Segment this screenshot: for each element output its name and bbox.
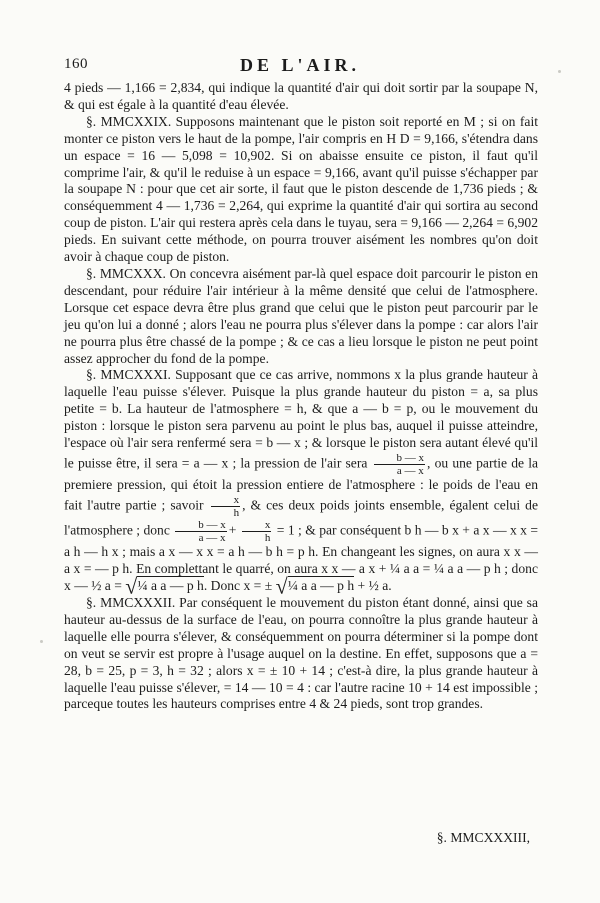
- fraction-denominator: a — x: [396, 464, 424, 477]
- fraction-numerator: b — x: [374, 452, 426, 465]
- fraction-water-weight: [211, 494, 241, 519]
- fraction-denominator: h: [264, 531, 271, 544]
- page-number: 160: [64, 56, 88, 72]
- plus-sign: +: [228, 522, 237, 538]
- paragraph-2131-text-c: , & ces deux poids joints ensemble, égalent celui de l'atmosphere ; donc: [64, 497, 538, 538]
- paragraph-2129: §. MMCXXIX. Supposons maintenant que le piston soit reporté en M ; si on fait monter ce piston vers le haut de la pompe, l'air compris en H D = 9,166, s'étendra dans un espace = 16 — 5,098 = 10,902. Si on abaisse ensuite ce piston, il faut qu'il comprime l'air, & qu'il le reduise à un espace = 9,166, avant qu'il puisse s'échapper par la soupape N : pour que cet air sorte, il faut que le piston descende de 1,736 pieds ; & conséquemment 4 — 1,736 = 2,264, qui exprime la quantité d'air qui sortira au second coup de piston. L'air qui restera après cela dans le tuyau, sera = 9,166 — 2,264 = 6,902 pieds. En suivant cette méthode, on pourra trouver aisément les nombres qu'on doit avoir à chaque coup de piston.: [64, 113, 538, 265]
- ink-speck: [558, 70, 561, 73]
- square-root-icon: √: [125, 573, 138, 599]
- ink-speck: [40, 640, 43, 643]
- paragraph-continuation: 4 pieds — 1,166 = 2,834, qui indique la quantité d'air qui doit sortir par la soupape N, & qui est égale à la quantité d'eau élevée.: [64, 80, 538, 112]
- radicand: ¼ a a — p h: [287, 577, 355, 593]
- paragraph-2131: [64, 367, 539, 599]
- paragraph-2132: §. MMCXXXII. Par conséquent le mouvement du piston étant donné, ainsi que sa hauteur au-dessus de la surface de l'eau, on pourra connoître la plus grande hauteur à laquelle elle pourra s'élever, & conséquemment on pourra déterminer si la pompe dont on veut se servir est propre à l'usage auquel on la destine. En effet, supposons que a = 28, b = 25, p = 3, h = 32 ; alors x = ± 10 + 14 ; c'est-à dire, la plus grande hauteur à laquelle l'eau puisse s'élever, = 14 — 10 = 4 : car l'autre racine 10 + 14 est impossible ; parceque toutes les hauteurs comprises entre 4 & 24 pieds, sont trop grandes.: [64, 594, 538, 712]
- paragraph-2131-text-f: ¼ a a = ¼ a a — p h ; donc x — ½ a =: [64, 560, 538, 593]
- catchword: §. MMCXXXIII,: [436, 830, 530, 845]
- paragraph-2131-text-h: + ½ a.: [357, 577, 392, 593]
- radicand: ¼ a a — p h: [137, 577, 204, 593]
- fraction-numerator: x: [242, 519, 272, 532]
- page-body: [64, 80, 538, 713]
- fraction-numerator: b — x: [175, 519, 227, 532]
- square-root-icon: √: [275, 573, 288, 599]
- fraction-pressure: [374, 452, 426, 477]
- paragraph-2131-text-a: §. MMCXXXI. Supposant que ce cas arrive, nommons x la plus grande hauteur à laquelle l'eau puisse s'élever. Puisque la plus grande hauteur du piston = a, sa plus petite = b. La hauteur de l'atmosphere = h, & que a — b = p, ou le mouvement du piston : lorsque le piston sera parvenu au point le plus bas, auquel il puisse atteindre, l'espace où l'air sera renfermé sera = b — x ; & lorsque le piston sera autant élevé qu'il le puisse être, il sera = a — x ; la pression de l'air sera: [64, 367, 538, 471]
- paragraph-2131-text-g: . Donc x = ±: [203, 577, 273, 593]
- paragraph-2130: §. MMCXXX. On concevra aisément par-là quel espace doit parcourir le piston en descendant, pour réduire l'air intérieur à la même densité que celui de l'atmosphere. Lorsque cet espace devra être plus grand que celui que le piston peut parcourir par le jeu qu'on lui a donné ; alors l'eau ne pourra plus s'élever dans la pompe : car alors l'air ne pourra plus être chassé de la pompe ; & ce cas a lieu lorsque le piston ne peut point assez approcher du fond de la pompe.: [64, 265, 538, 366]
- fraction-denominator: a — x: [198, 531, 226, 544]
- fraction-equation-right: [242, 519, 272, 544]
- running-title: DE L'AIR.: [239, 55, 360, 75]
- paragraph-2131-text-b: , ou une partie de la premiere pression, qui étoit la pression entiere de l'atmosphere : le poids de l'eau en fait l'autre partie ; savoir: [64, 455, 539, 513]
- fraction-equation-left: [175, 519, 227, 544]
- paragraph-2131-text-e: = 1 ; & par conséquent b h — b x + a x — x x = a h — h x ; mais a x — x x = a h — b h = p h. En changeant les signes, on aura x x — a x = — p h. En complettant le quarré, on aura x x — a x +: [64, 522, 539, 576]
- fraction-numerator: x: [211, 494, 241, 507]
- fraction-denominator: h: [233, 506, 240, 519]
